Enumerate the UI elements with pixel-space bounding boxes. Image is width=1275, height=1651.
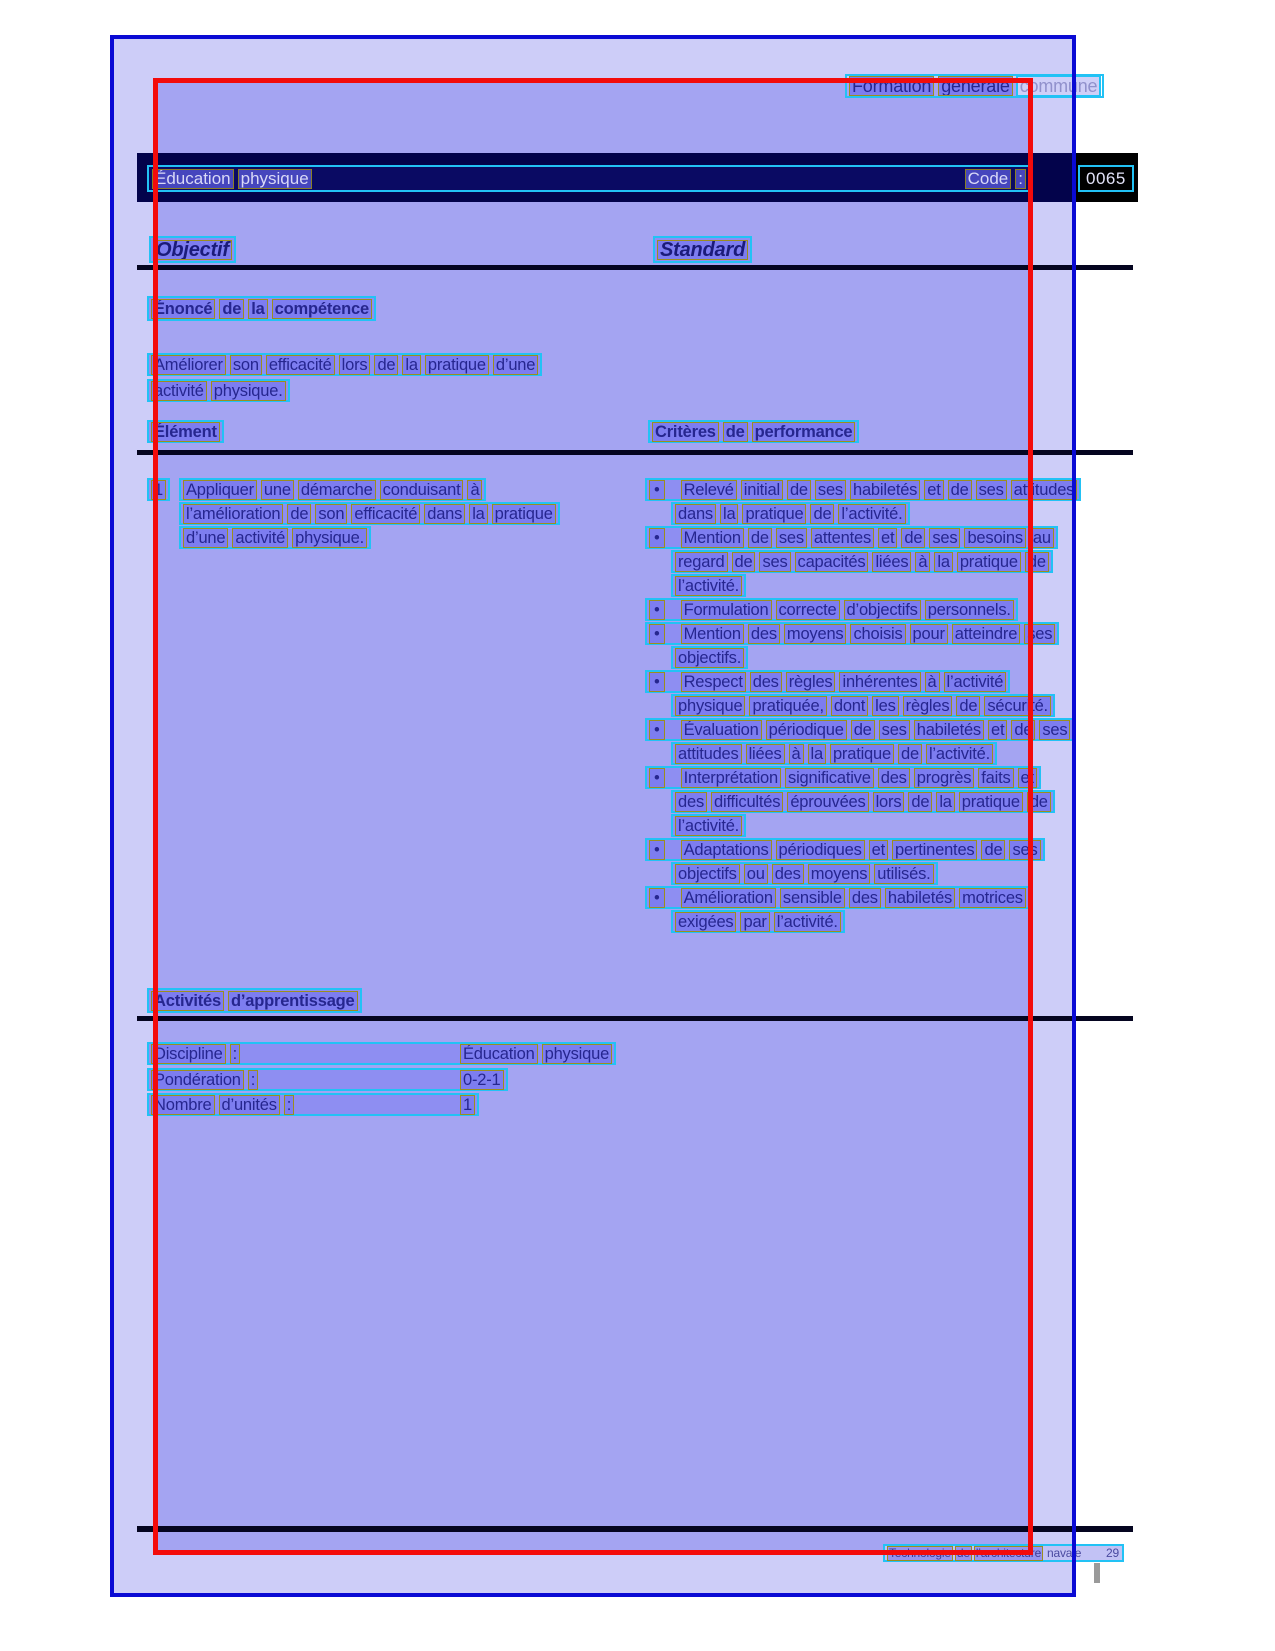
ocr-word-box: personnels.: [927, 600, 1011, 619]
rule-3: [137, 1016, 1133, 1021]
ocr-word-box: l’activité.: [776, 912, 838, 931]
ocr-word-box: Activités: [154, 991, 221, 1010]
bullet-icon: •: [650, 889, 664, 907]
ocr-word-box: une: [263, 480, 291, 499]
ocr-word-box: de: [1014, 720, 1033, 739]
ocr-word-box: Nombre: [154, 1095, 212, 1114]
ocr-word-box: dont: [833, 696, 866, 715]
ocr-word-box: capacités: [797, 552, 866, 571]
ocr-word-box: d’unités: [221, 1095, 277, 1114]
ocr-word-box: de: [950, 480, 969, 499]
ocr-word-box: de: [813, 504, 832, 523]
ocr-word-box: de: [900, 744, 919, 763]
code-label: [966, 170, 1025, 188]
ocr-word-box: de: [377, 355, 396, 374]
ocr-word-box: physique.: [295, 528, 364, 547]
ocr-word-box: choisis: [853, 624, 903, 643]
bullet-icon: •: [650, 601, 664, 619]
criteria-line: [645, 886, 1030, 909]
criteria-line: [645, 718, 1074, 741]
ocr-word-box: 1: [154, 480, 163, 499]
activity-row-label: [152, 1071, 455, 1089]
ocr-word-box: de: [222, 299, 242, 318]
activity-row-value: [461, 1071, 503, 1089]
ocr-word-box: pour: [912, 624, 945, 643]
criteria-line: [671, 790, 1055, 813]
ocr-word-box: progrès: [916, 768, 972, 787]
ocr-word-box: d’objectifs: [846, 600, 918, 619]
ocr-word-box: sensible: [782, 888, 842, 907]
ocr-word-box: d’une: [186, 528, 226, 547]
ocr-word-box: l’activité: [946, 672, 1004, 691]
criteria-line: [645, 598, 1018, 621]
ocr-word-box: d’apprentissage: [230, 991, 355, 1010]
ocr-word-box: et: [871, 840, 886, 859]
ocr-word-box: la: [937, 552, 950, 571]
ocr-word-box: significative: [788, 768, 871, 787]
ocr-word-box: Discipline: [154, 1044, 223, 1063]
ocr-word-box: l’activité.: [928, 744, 991, 763]
ocr-word-box: regard: [678, 552, 725, 571]
ocr-word-box: Adaptations: [683, 840, 769, 859]
ocr-word-box: des: [752, 672, 779, 691]
ocr-word-box: de: [750, 528, 769, 547]
ocr-word-box: faits: [981, 768, 1011, 787]
ocr-word-box: de: [853, 720, 872, 739]
ocr-word-box: Éducation: [155, 168, 231, 188]
activity-row-label: [152, 1096, 455, 1114]
bullet-icon: •: [650, 841, 664, 859]
criteria-line: [645, 766, 1041, 789]
rule-1: [137, 265, 1133, 270]
ocr-word-box: sécurité.: [987, 696, 1048, 715]
ocr-word-box: besoins: [967, 528, 1023, 547]
ocr-word-box: moyens: [810, 864, 868, 883]
ocr-word-box: Formation: [852, 76, 932, 96]
activity-row-value: [461, 1096, 474, 1114]
ocr-word-box: activité: [235, 528, 286, 547]
ocr-word-box: :: [1018, 168, 1023, 188]
bullet-icon: •: [650, 673, 664, 691]
criteria-line: [645, 526, 1058, 549]
ocr-word-box: règles: [905, 696, 950, 715]
footer-line: [883, 1544, 1124, 1562]
ocr-word-box: dans: [427, 504, 463, 523]
ocr-word-box: inhérentes: [842, 672, 918, 691]
course-code: 0065: [1078, 165, 1134, 192]
ocr-word-box: difficultés: [714, 792, 781, 811]
ocr-word-box: Respect: [683, 672, 743, 691]
ocr-word-box: pratique: [832, 744, 891, 763]
element-number: [147, 478, 170, 501]
bullet-icon: •: [650, 625, 664, 643]
ocr-word-box: :: [286, 1095, 292, 1114]
ocr-word-box: de: [904, 528, 923, 547]
ocr-word-box: conduisant: [382, 480, 461, 499]
ocr-word-box: éprouvées: [790, 792, 866, 811]
ocr-word-box: efficacité: [354, 504, 418, 523]
ocr-word-box: de: [725, 422, 745, 441]
ocr-word-box: pratique: [427, 355, 486, 374]
ocr-word-box: navale: [1047, 1545, 1082, 1560]
ocr-word-box: ou: [746, 864, 765, 883]
footer-text: [888, 1547, 1082, 1560]
ocr-word-box: liées: [875, 552, 909, 571]
element-line: [179, 478, 486, 501]
ocr-word-box: 0-2-1: [463, 1070, 501, 1089]
ocr-word-box: 1: [463, 1095, 472, 1114]
criteria-line: [645, 670, 1010, 693]
ocr-word-box: Technologie: [889, 1545, 951, 1560]
ocr-word-box: de: [911, 792, 930, 811]
criteria-line: [645, 838, 1045, 861]
criteria-line: [671, 574, 746, 597]
ocr-word-box: Objectif: [156, 238, 229, 261]
ocr-word-box: correcte: [778, 600, 837, 619]
ocr-word-box: périodiques: [778, 840, 862, 859]
ocr-word-box: Standard: [660, 238, 746, 261]
activity-row: [147, 1068, 508, 1091]
criteria-line: [671, 910, 845, 933]
ocr-word-box: de: [789, 480, 808, 499]
ocr-word-box: Relevé: [683, 480, 734, 499]
enonce-line: [147, 353, 542, 376]
ocr-word-box: Critères: [655, 422, 716, 441]
enonce-line: [147, 379, 290, 402]
ocr-word-box: l’architecture: [975, 1545, 1042, 1560]
ocr-word-box: l’activité.: [841, 504, 903, 523]
ocr-word-box: de: [984, 840, 1003, 859]
ocr-word-box: compétence: [274, 299, 369, 318]
ocr-word-box: physique: [544, 1044, 610, 1063]
ocr-word-box: de: [959, 696, 978, 715]
objectif-header: [149, 236, 236, 263]
ocr-word-box: objectifs.: [678, 648, 742, 667]
criteria-line: [671, 646, 748, 669]
ocr-word-box: et: [881, 528, 895, 547]
ocr-word-box: des: [851, 888, 878, 907]
ocr-word-box: commune: [1019, 76, 1098, 96]
ocr-word-box: efficacité: [268, 355, 332, 374]
ocr-word-box: ses: [881, 720, 907, 739]
ocr-word-box: ses: [1042, 720, 1068, 739]
ocr-word-box: d’une: [495, 355, 536, 374]
ocr-word-box: la: [251, 299, 265, 318]
ocr-word-box: Évaluation: [683, 720, 759, 739]
ocr-word-box: attitudes: [1013, 480, 1075, 499]
ocr-word-box: des: [678, 792, 705, 811]
ocr-word-box: motrices: [962, 888, 1023, 907]
ocr-word-box: son: [232, 355, 259, 374]
title-bar-line: [147, 165, 1031, 192]
ocr-word-box: et: [990, 720, 1005, 739]
ocr-word-box: initial: [743, 480, 780, 499]
ocr-word-box: pratique: [745, 504, 804, 523]
ocr-word-box: moyens: [786, 624, 844, 643]
bullet-icon: •: [650, 769, 664, 787]
ocr-word-box: habiletés: [916, 720, 981, 739]
ocr-word-box: exigées: [678, 912, 734, 931]
ocr-word-box: dans: [678, 504, 713, 523]
ocr-word-box: pratique: [959, 552, 1018, 571]
criteria-line: [671, 814, 746, 837]
ocr-word-box: Mention: [683, 528, 741, 547]
activity-row-label: [152, 1045, 455, 1063]
rule-2: [137, 450, 1133, 455]
ocr-word-box: Appliquer: [186, 480, 254, 499]
ocr-word-box: de: [956, 1545, 970, 1560]
criteria-line: [671, 502, 910, 525]
ocr-word-box: des: [750, 624, 777, 643]
ocr-word-box: ses: [1012, 840, 1038, 859]
ocr-word-box: la: [405, 355, 418, 374]
ocr-word-box: Éducation: [463, 1044, 535, 1063]
ocr-word-box: physique.: [213, 381, 283, 400]
activity-row-value: [461, 1045, 611, 1063]
ocr-word-box: :: [250, 1070, 256, 1089]
ocr-word-box: ses: [932, 528, 958, 547]
ocr-word-box: attentes: [813, 528, 872, 547]
ocr-word-box: par: [743, 912, 767, 931]
bullet-icon: •: [650, 721, 664, 739]
enonce-heading: [147, 296, 376, 321]
ocr-word-box: pertinentes: [895, 840, 975, 859]
bullet-icon: •: [650, 529, 664, 547]
ocr-word-box: ses: [762, 552, 788, 571]
ocr-word-box: pratique: [494, 504, 553, 523]
running-header: [845, 74, 1104, 98]
page-number: 29: [1106, 1546, 1119, 1560]
ocr-word-box: atteindre: [954, 624, 1018, 643]
ocr-word-box: liées: [748, 744, 782, 763]
ocr-word-box: et: [1020, 768, 1034, 787]
activities-heading: [147, 988, 362, 1013]
rule-4: [137, 1526, 1133, 1532]
ocr-word-box: règles: [788, 672, 833, 691]
criteria-line: [645, 478, 1081, 501]
ocr-word-box: de: [290, 504, 309, 523]
ocr-word-box: Améliorer: [154, 355, 223, 374]
ocr-word-box: la: [472, 504, 485, 523]
ocr-word-box: de: [734, 552, 753, 571]
ocr-word-box: physique: [678, 696, 743, 715]
ocr-word-box: l’activité.: [678, 576, 740, 595]
ocr-word-box: ses: [817, 480, 843, 499]
ocr-word-box: activité: [154, 381, 204, 400]
course-title: [153, 170, 311, 188]
ocr-word-box: à: [470, 480, 480, 499]
ocr-word-box: lors: [341, 355, 368, 374]
ocr-word-box: attitudes: [678, 744, 739, 763]
criteria-line: [645, 622, 1059, 645]
scan-artifact-mark: [1094, 1563, 1100, 1583]
ocr-word-box: des: [774, 864, 801, 883]
ocr-word-box: l’amélioration: [186, 504, 281, 523]
ocr-word-box: à: [791, 744, 801, 763]
ocr-word-box: lors: [875, 792, 902, 811]
ocr-word-box: physique: [240, 168, 309, 188]
ocr-word-box: et: [927, 480, 941, 499]
standard-header: [653, 236, 752, 263]
ocr-word-box: à: [918, 552, 928, 571]
ocr-word-box: démarche: [300, 480, 373, 499]
ocr-word-box: la: [939, 792, 952, 811]
ocr-word-box: pratiquée,: [752, 696, 824, 715]
ocr-word-box: ses: [778, 528, 804, 547]
ocr-word-box: au: [1032, 528, 1051, 547]
ocr-word-box: Élément: [154, 422, 217, 441]
ocr-word-box: Formulation: [683, 600, 769, 619]
ocr-word-box: des: [880, 768, 907, 787]
ocr-word-box: Énoncé: [154, 299, 213, 318]
criteria-line: [671, 862, 938, 885]
ocr-word-box: Pondération: [154, 1070, 241, 1089]
ocr-word-box: utilisés.: [877, 864, 931, 883]
ocr-word-box: son: [318, 504, 345, 523]
ocr-word-box: de: [1027, 552, 1046, 571]
ocr-word-box: périodique: [768, 720, 844, 739]
ocr-word-box: ses: [978, 480, 1004, 499]
element-line: [179, 526, 371, 549]
ocr-word-box: pratique: [961, 792, 1020, 811]
criteria-header: [648, 420, 859, 443]
criteria-line: [671, 694, 1055, 717]
ocr-word-box: Amélioration: [683, 888, 773, 907]
element-line: [179, 502, 560, 525]
ocr-word-box: Interprétation: [683, 768, 779, 787]
element-header: [147, 420, 224, 443]
ocr-word-box: Code: [967, 168, 1009, 188]
criteria-line: [671, 742, 997, 765]
ocr-word-box: Mention: [683, 624, 741, 643]
ocr-word-box: habiletés: [887, 888, 953, 907]
ocr-word-box: objectifs: [678, 864, 737, 883]
ocr-word-box: l’activité.: [678, 816, 740, 835]
ocr-word-box: générale: [941, 76, 1010, 96]
bullet-icon: •: [650, 481, 664, 499]
ocr-word-box: performance: [754, 422, 853, 441]
criteria-line: [671, 550, 1053, 573]
ocr-word-box: la: [722, 504, 736, 523]
activity-row: [147, 1093, 479, 1116]
ocr-word-box: à: [927, 672, 937, 691]
activity-row: [147, 1042, 616, 1065]
ocr-word-box: habiletés: [852, 480, 918, 499]
ocr-word-box: la: [810, 744, 823, 763]
ocr-word-box: les: [875, 696, 896, 715]
ocr-word-box: de: [1029, 792, 1048, 811]
ocr-word-box: :: [232, 1044, 237, 1063]
ocr-word-box: ses: [1027, 624, 1053, 643]
